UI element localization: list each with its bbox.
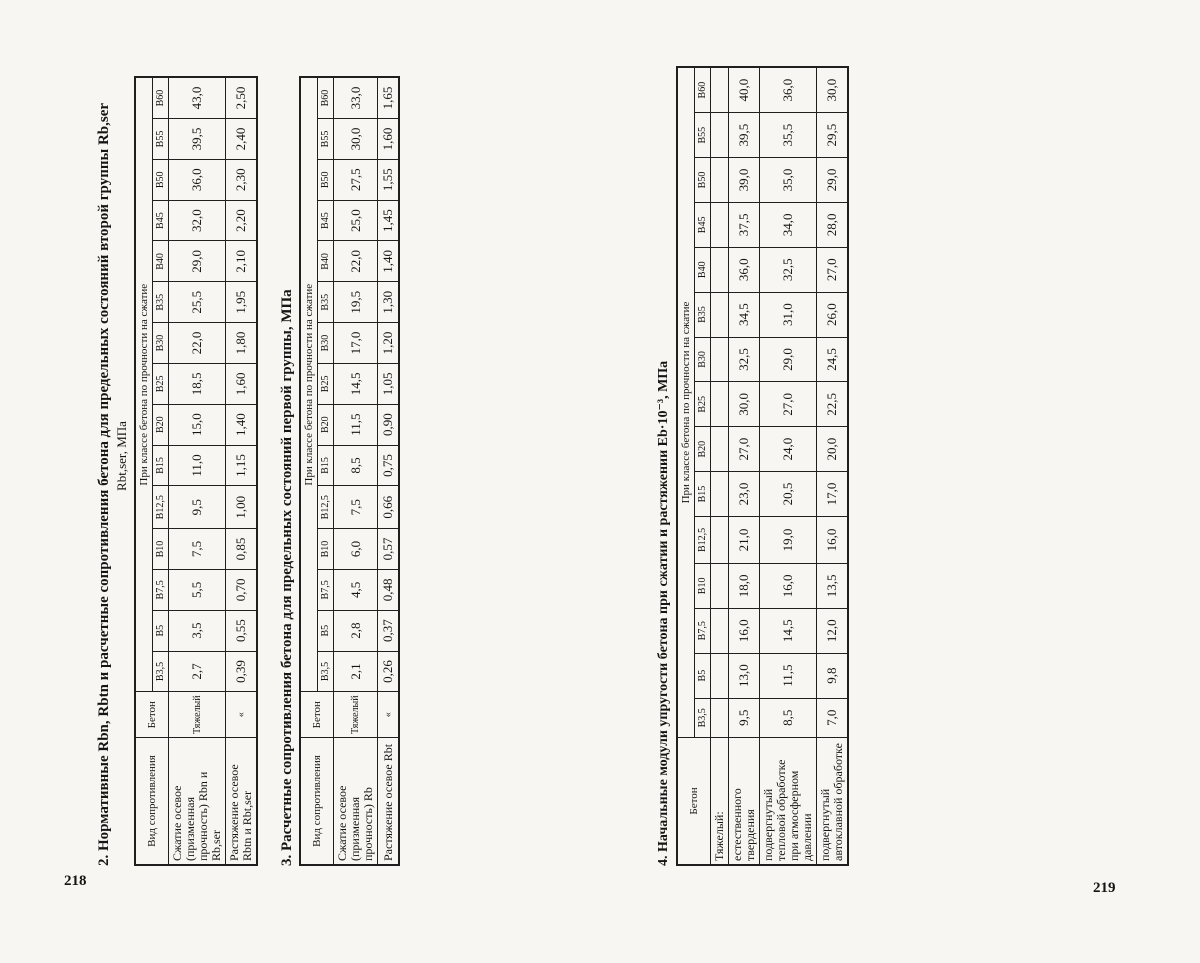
table2-cell: 3,5: [169, 610, 226, 651]
table-row: [169, 77, 226, 865]
table4-cell: 11,5: [760, 653, 817, 698]
table4-cell: 13,5: [817, 563, 849, 608]
table4-cell: 27,0: [760, 382, 817, 427]
table2-cell: 0,70: [226, 569, 258, 610]
table2-block: [95, 46, 258, 866]
table4-empty-cell: [711, 202, 729, 247]
table2-cell: 1,80: [226, 323, 258, 364]
table3-class-header: B35: [318, 282, 334, 323]
table4-class-header: B7,5: [695, 608, 711, 653]
table-row: [226, 77, 258, 865]
table2-cell: 32,0: [169, 200, 226, 241]
table3-cell: 11,5: [334, 404, 378, 445]
table2-cell: 1,00: [226, 486, 258, 529]
table3-cell: 1,55: [378, 159, 400, 200]
table4-cell: 29,0: [817, 158, 849, 203]
table-row: [711, 67, 729, 865]
table3-row-type: Сжатие осевое (призменная прочность) Rb: [334, 738, 378, 866]
table3-cell: 22,0: [334, 241, 378, 282]
table3-class-header: B25: [318, 363, 334, 404]
table4-cell: 28,0: [817, 202, 849, 247]
table4-empty-cell: [711, 337, 729, 382]
table3-class-header: B12,5: [318, 486, 334, 529]
table3-class-header: B55: [318, 119, 334, 160]
table4-empty-cell: [711, 653, 729, 698]
table2-class-header: B60: [153, 77, 169, 119]
table4-cell: 36,0: [760, 67, 817, 113]
table2-class-header: B12,5: [153, 486, 169, 529]
table2-cell: 2,10: [226, 241, 258, 282]
table4-empty-cell: [711, 382, 729, 427]
table2-class-header: B20: [153, 404, 169, 445]
table4-cell: 9,5: [729, 698, 760, 737]
table4-row-type: подвергнутый автоклавной обработке: [817, 738, 849, 866]
table4-class-header: B5: [695, 653, 711, 698]
table4-class-header: B25: [695, 382, 711, 427]
table3-cell: 19,5: [334, 282, 378, 323]
table3-cell: 1,05: [378, 363, 400, 404]
table2-class-header: B50: [153, 159, 169, 200]
table-row: [334, 77, 378, 865]
table4-cell: 19,0: [760, 516, 817, 563]
table4-class-header: B45: [695, 202, 711, 247]
table3-cell: 33,0: [334, 77, 378, 119]
table3-body: [334, 77, 400, 865]
table4-cell: 17,0: [817, 472, 849, 517]
table4-cell: 39,5: [729, 113, 760, 158]
table4-class-header: B10: [695, 563, 711, 608]
table2-cell: 22,0: [169, 323, 226, 364]
table4-empty-cell: [711, 472, 729, 517]
table3-cell: 8,5: [334, 445, 378, 486]
table4-empty-cell: [711, 113, 729, 158]
table4-cell: 23,0: [729, 472, 760, 517]
table2-cell: 0,85: [226, 529, 258, 570]
table4-empty-cell: [711, 608, 729, 653]
table3-cell: 0,37: [378, 610, 400, 651]
table4-class-header: B50: [695, 158, 711, 203]
table2-cell: 2,20: [226, 200, 258, 241]
table3-cell: 1,40: [378, 241, 400, 282]
table4-class-header: B20: [695, 427, 711, 472]
table2-cell: 2,50: [226, 77, 258, 119]
table2-cell: 1,95: [226, 282, 258, 323]
table4-cell: 22,5: [817, 382, 849, 427]
table2-cell: 39,5: [169, 119, 226, 160]
table4-cell: 32,5: [729, 337, 760, 382]
table2-class-header: B30: [153, 323, 169, 364]
table4-class-header: B35: [695, 292, 711, 337]
table4-group-label: Тяжелый:: [711, 738, 729, 866]
page-number-left: 218: [64, 873, 87, 889]
table3-cell: 6,0: [334, 529, 378, 570]
table4-row-type: подвергнутый тепловой обработке при атмосферном давлении: [760, 738, 817, 866]
table3-cell: 0,57: [378, 529, 400, 570]
table4-cell: 7,0: [817, 698, 849, 737]
table2-header-concrete: Бетон: [135, 692, 169, 738]
table2-class-header: B55: [153, 119, 169, 160]
table4-class-header: B30: [695, 337, 711, 382]
table3-cell: 0,26: [378, 651, 400, 692]
table2-row-type: Сжатие осевое (призменная прочность) Rbn и Rb,ser: [169, 738, 226, 866]
table3-header-concrete: Бетон: [300, 692, 334, 738]
table4-cell: 29,5: [817, 113, 849, 158]
table2-row-type: Растяжение осевое Rbtn и Rbt,ser: [226, 738, 258, 866]
table4-cell: 20,5: [760, 472, 817, 517]
table4-cell: 8,5: [760, 698, 817, 737]
table3-cell: 0,90: [378, 404, 400, 445]
table4-body: [711, 67, 849, 865]
table4-cell: 31,0: [760, 292, 817, 337]
table4-empty-cell: [711, 292, 729, 337]
table2-cell: 9,5: [169, 486, 226, 529]
table3-cell: 27,5: [334, 159, 378, 200]
table2-cell: 0,55: [226, 610, 258, 651]
table3: [299, 76, 400, 866]
table4-class-header: B60: [695, 67, 711, 113]
table2-cell: 25,5: [169, 282, 226, 323]
table2-row-concrete: «: [226, 692, 258, 738]
table4-empty-cell: [711, 698, 729, 737]
table2: [134, 76, 258, 866]
table4-row-type: естественного твердения: [729, 738, 760, 866]
table3-cell: 1,30: [378, 282, 400, 323]
table2-header-classes: При классе бетона по прочности на сжатие: [135, 77, 153, 692]
table3-class-header: B7,5: [318, 569, 334, 610]
table4-empty-cell: [711, 427, 729, 472]
table2-cell: 0,39: [226, 651, 258, 692]
table4-cell: 32,5: [760, 247, 817, 292]
table4-cell: 29,0: [760, 337, 817, 382]
table3-block: [278, 46, 400, 866]
table3-cell: 1,60: [378, 119, 400, 160]
table4-cell: 16,0: [817, 516, 849, 563]
table3-class-header: B10: [318, 529, 334, 570]
table3-caption: 3. Расчетные сопротивления бетона для предельных состояний первой группы, МПа: [279, 289, 295, 866]
table2-class-header: B15: [153, 445, 169, 486]
table2-class-header: B25: [153, 363, 169, 404]
table4-cell: 27,0: [817, 247, 849, 292]
table4-cell: 34,0: [760, 202, 817, 247]
table4-empty-cell: [711, 247, 729, 292]
table4-empty-cell: [711, 67, 729, 113]
table4-empty-cell: [711, 563, 729, 608]
table3-cell: 14,5: [334, 363, 378, 404]
table3-cell: 17,0: [334, 323, 378, 364]
table2-cell: 36,0: [169, 159, 226, 200]
table4-cell: 21,0: [729, 516, 760, 563]
table2-class-header: B40: [153, 241, 169, 282]
table4-cell: 20,0: [817, 427, 849, 472]
table4-header-concrete: Бетон: [677, 738, 711, 866]
table4-caption: 4. Начальные модули упругости бетона при сжатии и растяжении Eb·10⁻³, МПа: [656, 360, 671, 866]
table2-header-type: Вид сопротивления: [135, 738, 169, 866]
table3-class-header: B60: [318, 77, 334, 119]
table4-cell: 24,0: [760, 427, 817, 472]
table3-cell: 0,48: [378, 569, 400, 610]
table2-cell: 1,60: [226, 363, 258, 404]
table3-cell: 0,66: [378, 486, 400, 529]
table2-cell: 1,40: [226, 404, 258, 445]
table4-cell: 40,0: [729, 67, 760, 113]
table2-row-concrete: Тяжелый: [169, 692, 226, 738]
table4-cell: 35,0: [760, 158, 817, 203]
table4-cell: 13,0: [729, 653, 760, 698]
table3-class-header: B15: [318, 445, 334, 486]
table4-cell: 24,5: [817, 337, 849, 382]
table4-cell: 39,0: [729, 158, 760, 203]
table2-class-header: B3,5: [153, 651, 169, 692]
table-row: [729, 67, 760, 865]
table2-class-header: B7,5: [153, 569, 169, 610]
table2-cell: 15,0: [169, 404, 226, 445]
table3-class-header: B40: [318, 241, 334, 282]
table3-cell: 1,45: [378, 200, 400, 241]
table4-cell: 12,0: [817, 608, 849, 653]
table-row: [760, 67, 817, 865]
table2-class-header: B35: [153, 282, 169, 323]
table2-cell: 2,7: [169, 651, 226, 692]
table3-header-classes: При классе бетона по прочности на сжатие: [300, 77, 318, 692]
table2-cell: 5,5: [169, 569, 226, 610]
table2-cell: 18,5: [169, 363, 226, 404]
table-row: [378, 77, 400, 865]
table3-cell: 4,5: [334, 569, 378, 610]
table4-cell: 14,5: [760, 608, 817, 653]
table4-cell: 30,0: [817, 67, 849, 113]
table-row: [817, 67, 849, 865]
table4-empty-cell: [711, 158, 729, 203]
table3-class-header: B5: [318, 610, 334, 651]
table3-class-header: B50: [318, 159, 334, 200]
table3-cell: 7,5: [334, 486, 378, 529]
table3-class-header: B45: [318, 200, 334, 241]
table4: [676, 66, 849, 866]
table4-cell: 9,8: [817, 653, 849, 698]
table3-row-concrete: «: [378, 692, 400, 738]
table3-row-concrete: Тяжелый: [334, 692, 378, 738]
table4-cell: 36,0: [729, 247, 760, 292]
table2-caption-line2: Rbt,ser, МПа: [114, 421, 129, 491]
table2-caption: 2. Нормативные Rbn, Rbtn и расчетные сопротивления бетона для предельных состояний второй группы Rb,ser Rbt,ser, МПа: [95, 46, 131, 866]
table4-class-header: B3,5: [695, 698, 711, 737]
table3-cell: 2,1: [334, 651, 378, 692]
table3-header-type: Вид сопротивления: [300, 738, 334, 866]
table4-header-classes: При классе бетона по прочности на сжатие: [677, 67, 695, 738]
table3-class-header: B3,5: [318, 651, 334, 692]
table4-cell: 30,0: [729, 382, 760, 427]
table4-cell: 27,0: [729, 427, 760, 472]
table4-block: [655, 46, 849, 866]
table3-cell: 2,8: [334, 610, 378, 651]
table3-cell: 0,75: [378, 445, 400, 486]
table4-cell: 37,5: [729, 202, 760, 247]
table2-class-header: B5: [153, 610, 169, 651]
table2-cell: 29,0: [169, 241, 226, 282]
table3-cell: 1,20: [378, 323, 400, 364]
table4-cell: 18,0: [729, 563, 760, 608]
page-number-right: 219: [1093, 880, 1116, 896]
table4-cell: 35,5: [760, 113, 817, 158]
table4-cell: 34,5: [729, 292, 760, 337]
table2-class-header: B10: [153, 529, 169, 570]
table3-row-type: Растяжение осевое Rbt: [378, 738, 400, 866]
table4-class-header: B15: [695, 472, 711, 517]
table2-cell: 43,0: [169, 77, 226, 119]
table3-class-header: B20: [318, 404, 334, 445]
table4-class-header: B40: [695, 247, 711, 292]
table4-cell: 26,0: [817, 292, 849, 337]
table3-cell: 25,0: [334, 200, 378, 241]
table2-cell: 1,15: [226, 445, 258, 486]
table2-cell: 2,40: [226, 119, 258, 160]
table4-class-header: B55: [695, 113, 711, 158]
table3-cell: 30,0: [334, 119, 378, 160]
table4-class-header: B12,5: [695, 516, 711, 563]
table2-class-header: B45: [153, 200, 169, 241]
table2-body: [169, 77, 258, 865]
table3-class-header: B30: [318, 323, 334, 364]
table2-cell: 7,5: [169, 529, 226, 570]
table4-empty-cell: [711, 516, 729, 563]
table2-cell: 2,30: [226, 159, 258, 200]
table4-cell: 16,0: [729, 608, 760, 653]
table3-cell: 1,65: [378, 77, 400, 119]
table4-cell: 16,0: [760, 563, 817, 608]
table2-cell: 11,0: [169, 445, 226, 486]
